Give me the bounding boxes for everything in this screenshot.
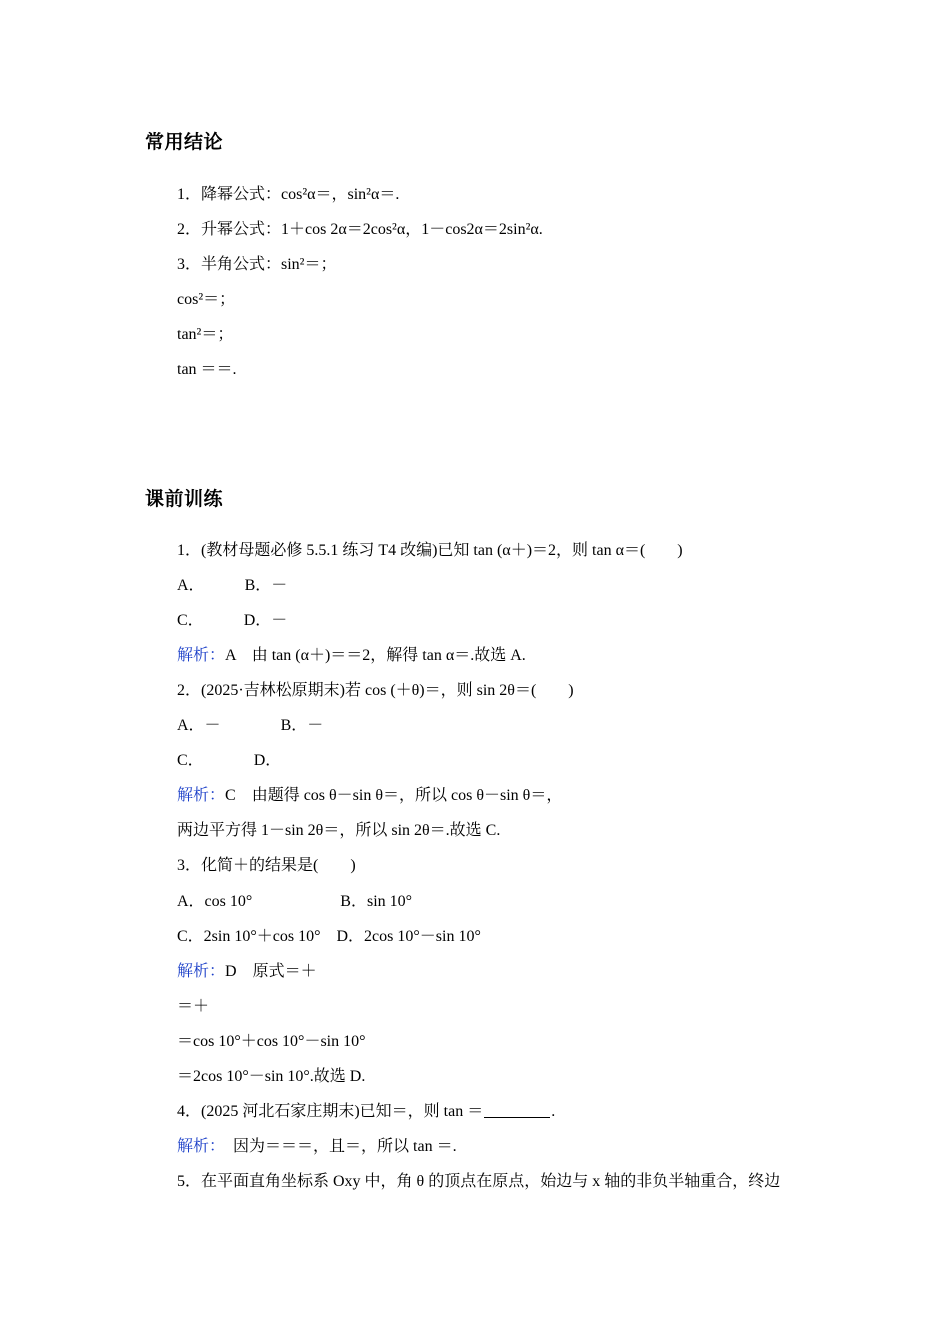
question-3-options-ab <box>177 892 412 912</box>
conclusion-line-2: 2．升幂公式：1＋cos 2α＝2cos²α，1－cos2α＝2sin²α. <box>177 221 543 238</box>
question-2-answer-continued: 两边平方得 1－sin 2θ＝，所以 sin 2θ＝.故选 C. <box>177 822 501 839</box>
question-4-answer: 因为＝＝＝，且＝，所以 tan ＝. <box>217 1138 457 1155</box>
solution-label: 解析： <box>177 963 226 980</box>
question-2-solution <box>177 786 562 806</box>
question-3-stem: 3．化简＋的结果是( ) <box>177 857 356 874</box>
question-4-solution <box>177 1137 457 1157</box>
question-2-stem: 2．(2025·吉林松原期末)若 cos (＋θ)＝，则 sin 2θ＝( ) <box>177 682 574 699</box>
conclusion-line-3: 3．半角公式：sin²＝； <box>177 256 337 273</box>
question-3-option-a: A．cos 10° <box>177 893 253 910</box>
conclusion-line-5: tan²＝； <box>177 326 234 343</box>
question-2-options-cd <box>177 751 281 771</box>
question-4-stem-end: . <box>551 1103 556 1120</box>
solution-label: 解析： <box>177 1138 218 1155</box>
question-2-options-ab <box>177 716 323 736</box>
question-3-step-3: ＝2cos 10°－sin 10°.故选 D. <box>177 1068 366 1085</box>
question-3-step-2: ＝cos 10°＋cos 10°－sin 10° <box>177 1033 366 1050</box>
question-3-solution <box>177 962 317 982</box>
question-3-option-b: B．sin 10° <box>340 893 413 910</box>
question-1-option-d: D．－ <box>243 612 288 629</box>
question-4-stem <box>177 1102 555 1122</box>
conclusion-line-4: cos²＝； <box>177 291 236 308</box>
question-4-stem-text: 4．(2025 河北石家庄期末)已知＝，则 tan ＝ <box>177 1103 484 1120</box>
section-title-common-conclusions: 常用结论 <box>145 131 224 153</box>
question-5-stem: 5．在平面直角坐标系 Oxy 中，角 θ 的顶点在原点，始边与 x 轴的非负半轴重合，终边 <box>177 1173 781 1190</box>
conclusion-line-1: 1．降幂公式：cos²α＝，sin²α＝. <box>177 186 400 203</box>
question-2-option-d: D． <box>253 752 282 769</box>
question-1-option-b: B．－ <box>244 577 288 594</box>
question-2-option-c: C． <box>177 752 204 769</box>
solution-label: 解析： <box>177 787 226 804</box>
question-1-options-cd <box>177 611 287 631</box>
question-3-options-cd <box>177 927 481 947</box>
answer-blank <box>484 1103 550 1118</box>
question-2-answer: C 由题得 cos θ－sin θ＝，所以 cos θ－sin θ＝， <box>225 787 563 804</box>
question-1-answer: A 由 tan (α＋)＝＝2，解得 tan α＝.故选 A. <box>225 647 526 664</box>
question-3-option-c: C．2sin 10°＋cos 10° <box>177 928 321 945</box>
question-1-options-ab <box>177 576 287 596</box>
conclusion-line-6: tan ＝＝. <box>177 361 237 378</box>
question-1-solution <box>177 646 526 666</box>
solution-label: 解析： <box>177 647 226 664</box>
question-1-stem: 1．(教材母题必修 5.5.1 练习 T4 改编)已知 tan (α＋)＝2，则 tan α＝( ) <box>177 542 683 559</box>
question-2-option-b: B．－ <box>280 717 324 734</box>
question-3-answer: D 原式＝＋ <box>225 963 317 980</box>
question-2-option-a: A．－ <box>177 717 221 734</box>
question-1-option-c: C． <box>177 612 204 629</box>
question-1-option-a: A． <box>177 577 205 594</box>
question-3-step-1: ＝＋ <box>177 998 210 1015</box>
section-title-pre-class-training: 课前训练 <box>145 488 224 510</box>
question-3-option-d: D．2cos 10°－sin 10° <box>336 928 481 945</box>
